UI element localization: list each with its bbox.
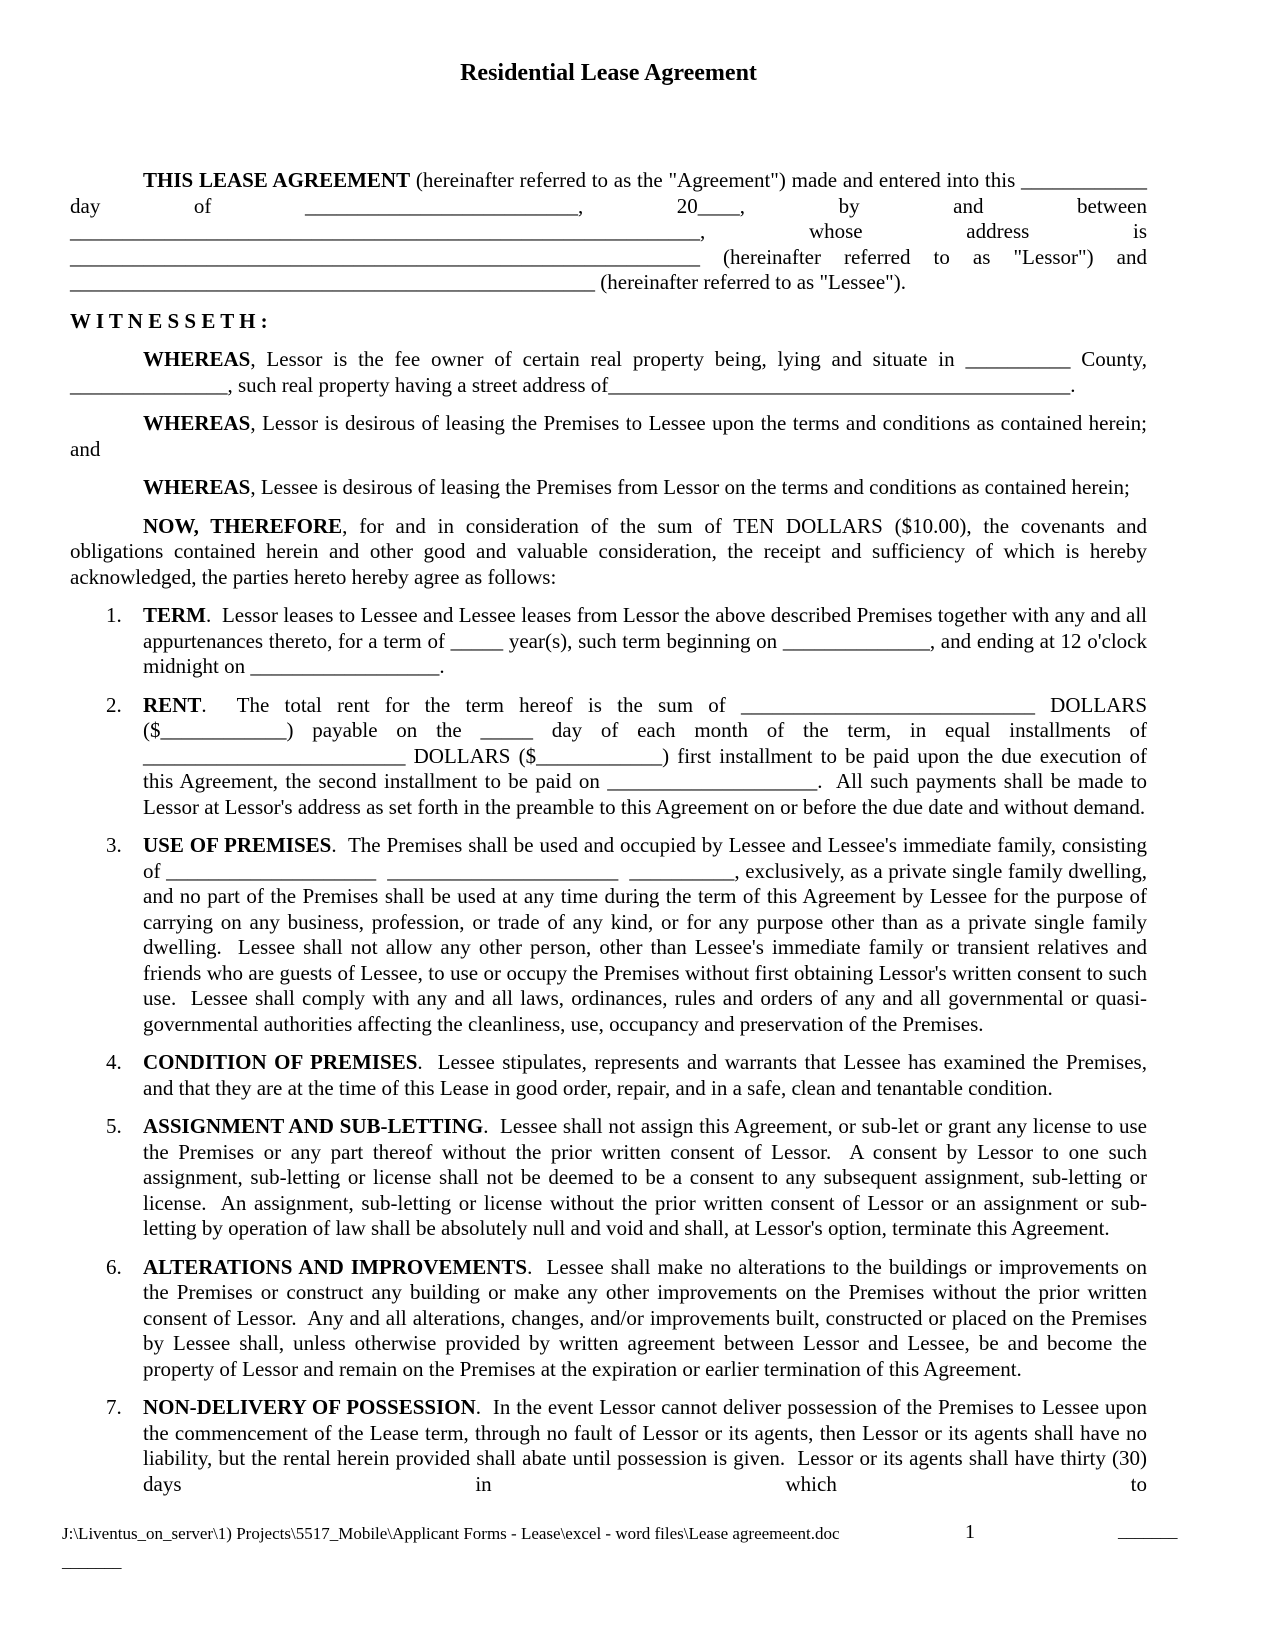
section-heading: ALTERATIONS AND IMPROVEMENTS xyxy=(143,1254,528,1279)
witnesseth-heading xyxy=(70,309,1147,335)
footer-page-number: 1 xyxy=(965,1521,975,1543)
section-heading: THIS LEASE AGREEMENT xyxy=(143,168,411,192)
section-heading: WHEREAS xyxy=(143,411,251,435)
text-run: . Lessee shall make no alterations to the buildings or improvements on the Premises or construct any building or make any other improvements on the Premises without the prior written consent of Lessor. Any and all alterations, changes, and/or improvements built, constructed or placed on the Premises by Lessee shall, unless otherwise provided by written agreement between Lessor and Lessee, be and become the property of Lessor and remain on the Premises at the expiration or earlier termination of this Agreement. xyxy=(143,1254,1147,1381)
item-alterations-improvements xyxy=(70,1255,1147,1383)
section-heading: WHEREAS xyxy=(143,347,251,371)
section-heading: NON-DELIVERY OF POSSESSION xyxy=(143,1395,476,1419)
section-heading: W I T N E S S E T H : xyxy=(70,308,268,333)
text-run: . Lessee shall not assign this Agreement, or sub-let or grant any license to use the Premises or any part thereof without the prior written consent of Lessor. A consent by Lessor to one such assignment, sub-letting or license shall not be deemed to be a consent to any subsequent assignment, sub-letting or license. An assignment, sub-letting or license without the prior written consent of Lessor or an assignment or sub-letting by operation of law shall be absolutely null and void and shall, at Lessor's option, terminate this Agreement. xyxy=(143,1114,1147,1240)
section-heading: USE OF PREMISES xyxy=(143,833,332,857)
footer-blank-line-right: _______ xyxy=(1118,1522,1178,1541)
text-run: , Lessee is desirous of leasing the Premises from Lessor on the terms and conditions as contained herein; xyxy=(250,475,1130,499)
item-number: 3. xyxy=(106,833,122,857)
item-term xyxy=(70,603,1147,680)
text-run: , for and in consideration of the sum of TEN DOLLARS ($10.00), the covenants and obligations contained herein and other good and valuable consideration, the receipt and sufficiency of which is hereby acknowledged, the parties hereto hereby agree as follows: xyxy=(70,513,1147,589)
item-condition-of-premises xyxy=(70,1050,1147,1101)
section-heading: NOW, THEREFORE xyxy=(143,513,343,538)
item-use-of-premises xyxy=(70,833,1147,1037)
item-number: 5. xyxy=(106,1114,122,1138)
whereas-lessee-desirous xyxy=(70,475,1147,501)
whereas-lessor-desirous xyxy=(70,411,1147,462)
text-run: . Lessee stipulates, represents and warrants that Lessee has examined the Premises, and that they are at the time of this Lease in good order, repair, and in a safe, clean and tenantable condition. xyxy=(143,1050,1147,1100)
item-assignment-subletting xyxy=(70,1114,1147,1242)
section-heading: TERM xyxy=(143,603,206,627)
now-therefore-paragraph xyxy=(70,514,1147,591)
item-number: 6. xyxy=(106,1254,122,1279)
text-run: . The Premises shall be used and occupied by Lessee and Lessee's immediate family, consisting of ____________________ ______________________ __________, exclusively, as a private single family dwelling, and no part of the Premises shall be used at any time during the term of this Agreement by Lessee for the purpose of carrying on any business, profession, or trade of any kind, or for any purpose other than as a private single family dwelling. Lessee shall not allow any other person, other than Lessee's immediate family or transient relatives and friends who are guests of Lessee, to use or occupy the Premises without first obtaining Lessor's written consent to such use. Lessee shall comply with any and all laws, ordinances, rules and orders of any and all governmental or quasi-governmental authorities affecting the cleanliness, use, occupancy and preservation of the Premises. xyxy=(143,833,1148,1036)
item-number: 1. xyxy=(106,603,122,627)
text-run: . The total rent for the term hereof is the sum of ____________________________ DOLLARS ($____________) payable on the _____ day of each month of the term, in equal installments of _________________________ DOLLARS ($____________) first installment to be paid upon the due execution of this Agreement, the second installment to be paid on ____________________. All such payments shall be made to Lessor at Lessor's address as set forth in the preamble to this Agreement on or before the due date and without demand. xyxy=(143,692,1147,819)
section-heading: WHEREAS xyxy=(143,475,251,499)
section-heading: CONDITION OF PREMISES xyxy=(143,1050,418,1074)
item-number: 4. xyxy=(106,1050,122,1074)
item-non-delivery-of-possession xyxy=(70,1395,1147,1497)
document-body xyxy=(70,168,1147,1497)
text-run: , Lessor is desirous of leasing the Premises to Lessee upon the terms and conditions as contained herein; and xyxy=(70,411,1147,461)
whereas-fee-owner xyxy=(70,347,1147,398)
item-number: 7. xyxy=(106,1395,122,1419)
item-rent xyxy=(70,693,1147,821)
footer-file-path: J:\Liventus_on_server\1) Projects\5517_Mobile\Applicant Forms - Lease\excel - word files\Lease agreemeent.doc xyxy=(62,1524,840,1543)
section-heading: RENT xyxy=(143,692,202,717)
text-run: , Lessor is the fee owner of certain real property being, lying and situate in __________ County, _______________, such real property having a street address of____________________________________________. xyxy=(70,347,1147,397)
intro-paragraph xyxy=(70,168,1147,296)
section-heading: ASSIGNMENT AND SUB-LETTING xyxy=(143,1114,484,1138)
footer-blank-line-bottom: _______ xyxy=(62,1552,122,1571)
text-run: . Lessor leases to Lessee and Lessee leases from Lessor the above described Premises together with any and all appurtenances thereto, for a term of _____ year(s), such term beginning on ______________, and ending at 12 o'clock midnight on __________________. xyxy=(143,603,1147,678)
document-title: Residential Lease Agreement xyxy=(460,60,757,86)
item-number: 2. xyxy=(106,692,122,717)
text-run: (hereinafter referred to as the "Agreement") made and entered into this ____________ day of __________________________, 20____, by and between ____________________________________________________________, whose address is ____________________________________________________________ (hereinafter referred to as "Lessor") and __________________________________________________ (hereinafter referred to as "Lessee"). xyxy=(70,168,1147,294)
text-run: . In the event Lessor cannot deliver possession of the Premises to Lessee upon the commencement of the Lease term, through no fault of Lessor or its agents, then Lessor or its agents shall have no liability, but the rental herein provided shall abate until possession is given. Lessor or its agents shall have thirty (30) days in which to xyxy=(143,1395,1147,1496)
